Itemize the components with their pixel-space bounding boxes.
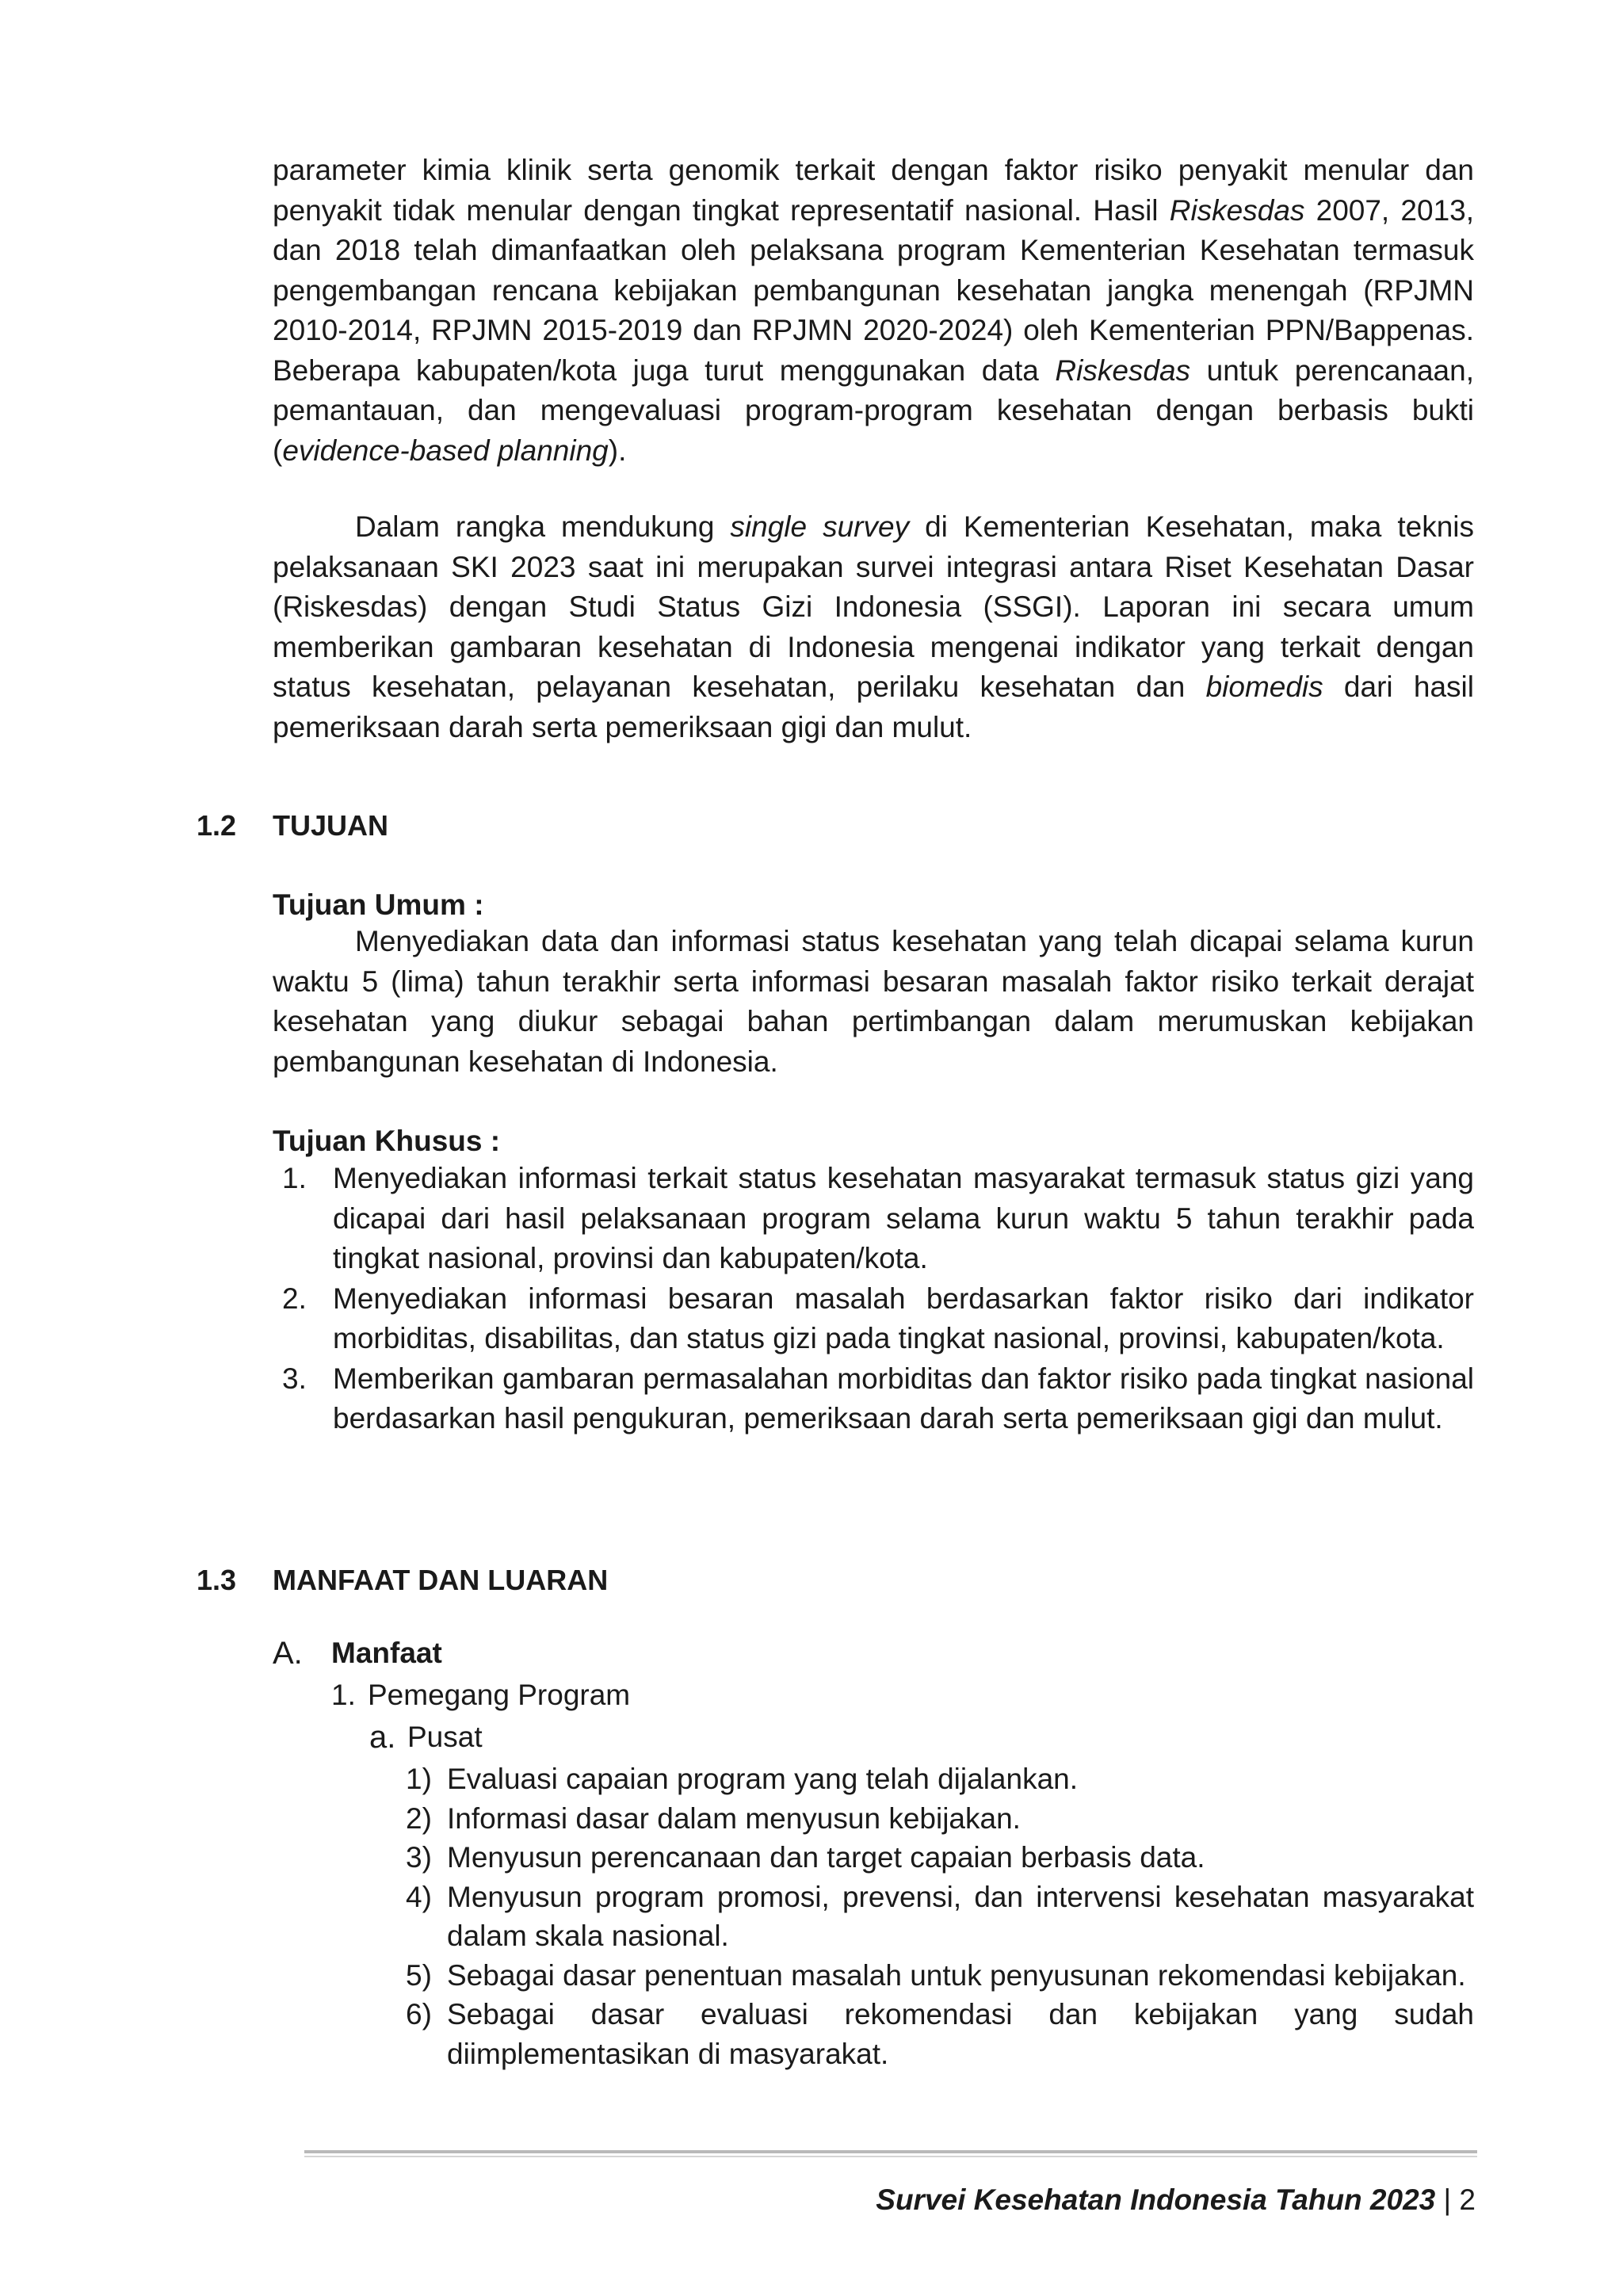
list-marker: 2.: [282, 1282, 307, 1315]
footer-separator: |: [1435, 2183, 1460, 2216]
list-item-text: Memberikan gambaran permasalahan morbiditas dan faktor risiko pada tingkat nasional berdasarkan hasil pengukuran, pemeriksaan darah serta pemeriksaan gigi dan mulut.: [333, 1362, 1474, 1435]
pusat-label: Pusat: [407, 1721, 483, 1753]
list-marker: 3.: [282, 1362, 307, 1395]
text-run: parameter kimia klinik serta genomik terkait dengan faktor risiko penyakit menular dan penyakit tidak menular dengan tingkat representatif nasional. Hasil: [273, 154, 1474, 227]
list-marker: A.: [273, 1636, 303, 1671]
text-run: Menyediakan data dan informasi status kesehatan yang telah dicapai selama kurun waktu 5 (lima) tahun terakhir serta informasi besaran masalah faktor risiko terkait derajat kesehatan yang diukur sebagai bahan pertimbangan dalam merumuskan kebijakan pembangunan kesehatan di Indonesia.: [273, 925, 1474, 1078]
pemegang-program-label: Pemegang Program: [368, 1679, 631, 1711]
section-number: 1.3: [197, 1564, 237, 1596]
manfaat-label: Manfaat: [331, 1637, 442, 1669]
page-number: 2: [1459, 2183, 1476, 2216]
text-run: ).: [608, 434, 627, 467]
list-item-text: Sebagai dasar evaluasi rekomendasi dan kebijakan yang sudah diimplementasikan di masyarakat.: [447, 1998, 1474, 2070]
footer-title: Survei Kesehatan Indonesia Tahun 2023: [876, 2183, 1436, 2216]
footer-divider: [304, 2150, 1477, 2153]
italic-term: Riskesdas: [1169, 193, 1305, 227]
body-paragraph-2: [273, 507, 1474, 747]
list-item: [406, 1956, 1474, 1996]
list-item: [273, 1359, 1474, 1439]
list-marker: 6): [406, 1998, 432, 2030]
list-item-text: Menyediakan informasi besaran masalah berdasarkan faktor risiko dari indikator morbiditas, disabilitas, dan status gizi pada tingkat nasional, provinsi, kabupaten/kota.: [333, 1282, 1474, 1354]
tujuan-umum-heading: Tujuan Umum :: [273, 888, 484, 921]
list-item: [273, 1279, 1474, 1359]
section-number: 1.2: [197, 809, 237, 842]
body-paragraph-1: [273, 151, 1474, 471]
list-item: [406, 1759, 1474, 1799]
list-item-text: Sebagai dasar penentuan masalah untuk penyusunan rekomendasi kebijakan.: [447, 1958, 1466, 1992]
section-title: TUJUAN: [273, 809, 389, 842]
italic-term: Riskesdas: [1055, 353, 1191, 387]
list-item-text: Menyusun perencanaan dan target capaian berbasis data.: [447, 1841, 1205, 1874]
list-marker: 5): [406, 1958, 432, 1992]
section-title: MANFAAT DAN LUARAN: [273, 1564, 609, 1596]
text-run: dari hasil pemeriksaan darah serta pemeriksaan gigi dan mulut.: [273, 670, 1474, 743]
text-run: untuk perencanaan, pemantauan, dan mengevaluasi program-program kesehatan dengan berbasis bukti (: [273, 353, 1474, 467]
italic-term: evidence-based planning: [282, 434, 609, 467]
list-marker: 3): [406, 1841, 432, 1874]
italic-term: single survey: [730, 510, 910, 543]
list-item-text: Evaluasi capaian program yang telah dijalankan.: [447, 1763, 1079, 1795]
list-item: [406, 1995, 1474, 2073]
list-item: [273, 1159, 1474, 1279]
page-footer: [876, 2181, 1476, 2219]
italic-term: biomedis: [1205, 670, 1323, 703]
list-item: [406, 1878, 1474, 1956]
list-marker: 1): [406, 1763, 432, 1795]
tujuan-khusus-list: [273, 1159, 1474, 1439]
list-marker: a.: [369, 1720, 396, 1755]
list-item: [406, 1838, 1474, 1878]
text-run: di Kementerian Kesehatan, maka teknis pelaksanaan SKI 2023 saat ini merupakan survei integrasi antara Riset Kesehatan Dasar (Riskesdas) dengan Studi Status Gizi Indonesia (SSGI). Laporan ini secara umum memberikan gambaran kesehatan di Indonesia mengenai indikator yang terkait dengan status kesehatan, pelayanan kesehatan, perilaku kesehatan dan: [273, 510, 1474, 703]
list-item: [406, 1799, 1474, 1839]
list-marker: 1.: [331, 1679, 356, 1711]
list-item-text: Informasi dasar dalam menyusun kebijakan.: [447, 1801, 1021, 1835]
pusat-list: [406, 1759, 1474, 2073]
text-run: Dalam rangka mendukung: [355, 510, 731, 543]
list-marker: 2): [406, 1801, 432, 1835]
list-item-text: Menyediakan informasi terkait status kesehatan masyarakat termasuk status gizi yang dicapai dari hasil pelaksanaan program selama kurun waktu 5 tahun terakhir pada tingkat nasional, provinsi dan kabupaten/kota.: [333, 1162, 1474, 1274]
list-item-text: Menyusun program promosi, prevensi, dan intervensi kesehatan masyarakat dalam skala nasional.: [447, 1880, 1474, 1952]
tujuan-umum-paragraph: [273, 922, 1474, 1082]
tujuan-khusus-heading: Tujuan Khusus :: [273, 1125, 501, 1157]
footer-divider-thin: [304, 2156, 1477, 2157]
list-marker: 4): [406, 1880, 432, 1913]
list-marker: 1.: [282, 1162, 307, 1194]
text-run: 2007, 2013, dan 2018 telah dimanfaatkan oleh pelaksana program Kementerian Kesehatan termasuk pengembangan rencana kebijakan pembangunan kesehatan jangka menengah (RPJMN 2010-2014, RPJMN 2015-2019 dan RPJMN 2020-2024) oleh Kementerian PPN/Bappenas. Beberapa kabupaten/kota juga turut menggunakan data: [273, 193, 1474, 387]
